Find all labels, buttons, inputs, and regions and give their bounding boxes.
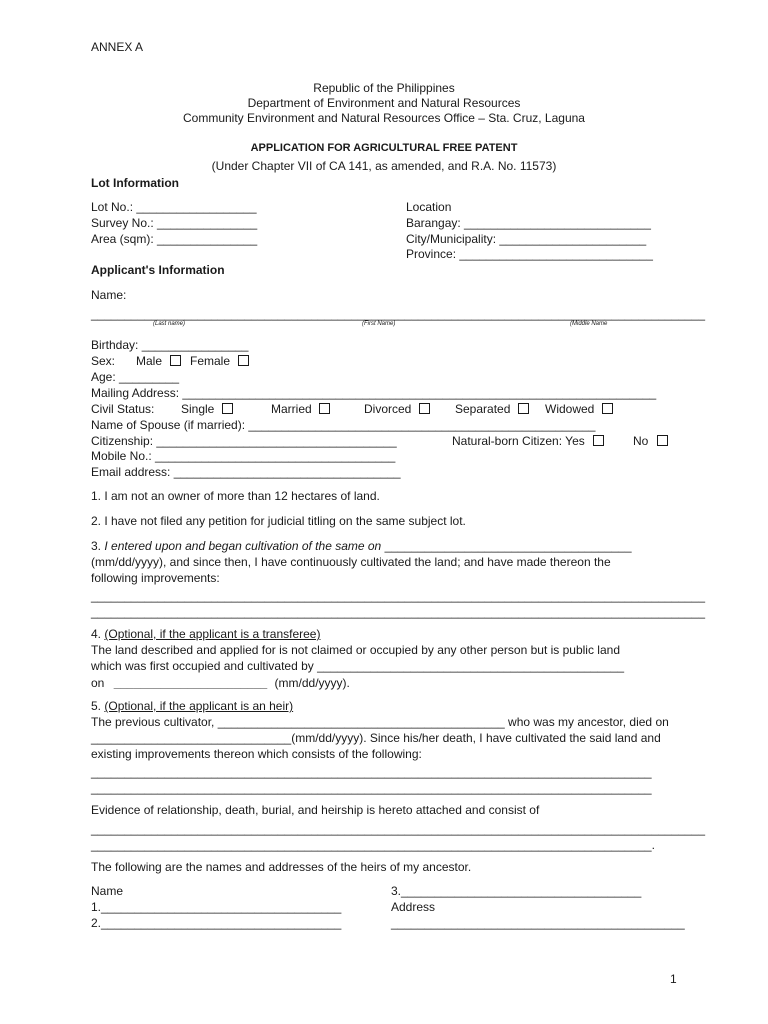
location-label: Location [406,200,452,214]
female-checkbox[interactable] [238,355,249,366]
statement-4-date-format: (mm/dd/yyyy). [274,676,350,690]
statement-4-text-2[interactable]: which was first occupied and cultivated by ______________________________________________ [91,659,625,673]
area-field[interactable]: Area (sqm): _______________ [91,232,258,246]
male-label: Male [136,354,163,368]
statement-3-continued-2: following improvements: [91,571,220,585]
male-option[interactable] [136,353,181,369]
evidence-field-1[interactable]: ____________________________________________________________________________________________ [91,822,705,836]
separated-label: Separated [455,402,511,416]
widowed-label: Widowed [545,402,595,416]
divorced-checkbox[interactable] [419,403,430,414]
address-column-label: Address [391,900,436,914]
lot-heading: Lot Information [91,176,179,190]
annex-label: ANNEX A [91,40,144,54]
statement-3 [91,538,676,554]
natural-born-yes-option[interactable] [452,433,604,449]
name-label: Name: [91,288,127,302]
statement-5-text-3: existing improvements thereon which consists of the following: [91,747,422,761]
address-field[interactable]: ____________________________________________ [391,916,685,930]
email-field[interactable]: Email address: __________________________________ [91,465,401,479]
single-option[interactable] [181,401,233,417]
female-option[interactable] [190,353,249,369]
statement-1: 1. I am not an owner of more than 12 hectares of land. [91,489,380,503]
statement-3-continued: (mm/dd/yyyy), and since then, I have continuously cultivated the land; and have made thereon the [91,555,611,569]
middle-name-caption: (Middle Name [570,321,608,327]
widowed-option[interactable] [545,401,613,417]
improvements-field-2[interactable]: ____________________________________________________________________________________________ [91,605,705,619]
widowed-checkbox[interactable] [602,403,613,414]
name-column-label: Name [91,884,124,898]
heirs-intro: The following are the names and addresses of the heirs of my ancestor. [91,860,472,874]
natural-born-no-option[interactable] [633,433,668,449]
cultivation-date-field[interactable]: _____________________________________ [384,539,632,553]
page-number: 1 [670,972,677,986]
citizenship-field[interactable]: Citizenship: ____________________________________ [91,434,397,448]
office-line: Community Environment and Natural Resources Office – Sta. Cruz, Laguna [183,111,585,125]
republic-line: Republic of the Philippines [313,81,455,95]
heir-2-field[interactable]: 2.____________________________________ [91,916,342,930]
heir-improvements-field-2[interactable]: ____________________________________________________________________________________ [91,781,652,795]
natural-born-yes-checkbox[interactable] [593,435,604,446]
spouse-field[interactable]: Name of Spouse (if married): ____________________________________________________ [91,418,596,432]
statement-2: 2. I have not filed any petition for judicial titling on the same subject lot. [91,514,466,528]
age-field[interactable]: Age: _________ [91,370,180,384]
province-field[interactable]: Province: _____________________________ [406,247,653,261]
civil-status-label: Civil Status: [91,402,155,416]
natural-born-no-checkbox[interactable] [657,435,668,446]
separated-checkbox[interactable] [518,403,529,414]
heir-3-field[interactable]: 3.____________________________________ [391,884,642,898]
occupation-date-field[interactable]: _______________________ [113,676,268,690]
married-option[interactable] [271,401,330,417]
birthday-field[interactable]: Birthday: ________________ [91,338,249,352]
improvements-field-1[interactable]: ____________________________________________________________________________________________ [91,589,705,603]
statement-5-number: 5. [91,699,102,713]
statement-4-number: 4. [91,627,102,641]
applicant-heading: Applicant's Information [91,263,225,277]
female-label: Female [190,354,231,368]
statement-4-on: on [91,676,105,690]
statement-4-heading [91,626,320,642]
statement-3-number: 3. [91,539,102,553]
natural-born-label: Natural-born Citizen: Yes [452,434,585,448]
statement-4-date-line [91,675,350,691]
evidence-text: Evidence of relationship, death, burial, and heirship is hereto attached and consist of [91,803,540,817]
single-label: Single [181,402,215,416]
statement-5-optional: (Optional, if the applicant is an heir) [104,699,294,713]
sex-label: Sex: [91,354,116,368]
single-checkbox[interactable] [222,403,233,414]
statement-5-text-1[interactable]: The previous cultivator, ___________________________________________ who was my ancestor, died on [91,715,669,729]
divorced-label: Divorced [364,402,412,416]
barangay-field[interactable]: Barangay: ____________________________ [406,216,651,230]
name-field[interactable]: ____________________________________________________________________________________________ [91,307,705,321]
department-line: Department of Environment and Natural Resources [247,96,521,110]
statement-3-italic: I entered upon and began cultivation of the same on [104,539,382,553]
heir-improvements-field-1[interactable]: ____________________________________________________________________________________ [91,765,652,779]
statement-5-heading [91,698,293,714]
statement-5-text-2[interactable]: ______________________________(mm/dd/yyyy). Since his/her death, I have cultivated the said land and [91,731,661,745]
heir-1-field[interactable]: 1.____________________________________ [91,900,342,914]
city-field[interactable]: City/Municipality: ______________________ [406,232,647,246]
natural-born-no-label: No [633,434,649,448]
form-title: APPLICATION FOR AGRICULTURAL FREE PATENT [250,142,518,154]
mailing-address-field[interactable]: Mailing Address: _______________________________________________________________________ [91,386,657,400]
evidence-field-2[interactable]: ____________________________________________________________________________________. [91,838,655,852]
married-label: Married [271,402,312,416]
statement-4-text-1: The land described and applied for is not claimed or occupied by any other person but is public land [91,643,620,657]
married-checkbox[interactable] [319,403,330,414]
separated-option[interactable] [455,401,529,417]
lot-no-field[interactable]: Lot No.: __________________ [91,200,257,214]
form-subtitle: (Under Chapter VII of CA 141, as amended, and R.A. No. 11573) [211,159,557,173]
mobile-field[interactable]: Mobile No.: ____________________________________ [91,449,396,463]
first-name-caption: (First Name) [362,321,396,327]
statement-4-optional: (Optional, if the applicant is a transferee) [104,627,321,641]
survey-no-field[interactable]: Survey No.: _______________ [91,216,258,230]
male-checkbox[interactable] [170,355,181,366]
divorced-option[interactable] [364,401,430,417]
last-name-caption: (Last name) [153,321,186,327]
